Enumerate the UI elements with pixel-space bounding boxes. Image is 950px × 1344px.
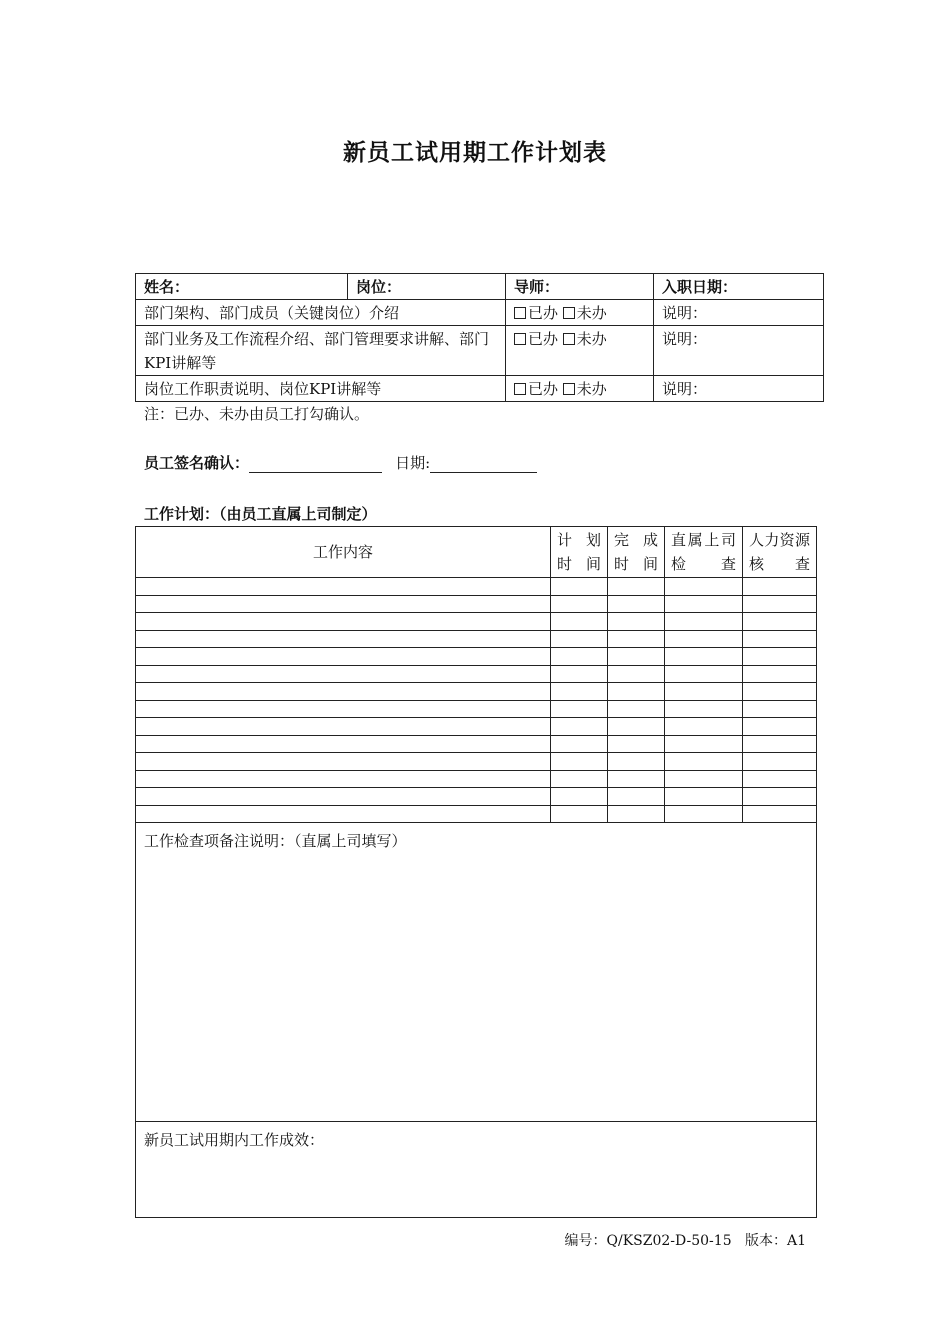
- plan-cell[interactable]: [665, 735, 743, 753]
- table-row: [136, 665, 817, 683]
- plan-cell[interactable]: [551, 753, 608, 771]
- plan-cell[interactable]: [551, 630, 608, 648]
- plan-cell[interactable]: [551, 683, 608, 701]
- plan-cell[interactable]: [136, 753, 551, 771]
- plan-cell[interactable]: [743, 700, 817, 718]
- confirmation-note: 注：已办、未办由员工打勾确认。: [144, 405, 370, 423]
- header-work-content: 工作内容: [136, 527, 551, 578]
- name-label: 姓名：: [136, 274, 348, 300]
- pending-checkbox[interactable]: [563, 383, 575, 395]
- table-row: [136, 735, 817, 753]
- plan-cell[interactable]: [665, 683, 743, 701]
- plan-cell[interactable]: [608, 595, 665, 613]
- work-plan-table: [135, 526, 817, 1218]
- plan-cell[interactable]: [136, 630, 551, 648]
- table-row: [136, 595, 817, 613]
- plan-cell[interactable]: [743, 630, 817, 648]
- header-hr-check: 人力资源核查: [743, 527, 817, 578]
- page-title: 新员工试用期工作计划表: [343, 140, 607, 166]
- table-row: [136, 630, 817, 648]
- plan-cell[interactable]: [743, 770, 817, 788]
- status-cell: [506, 326, 654, 376]
- table-row: [136, 805, 817, 823]
- plan-cell[interactable]: [608, 788, 665, 806]
- plan-cell[interactable]: [551, 735, 608, 753]
- plan-cell[interactable]: [665, 665, 743, 683]
- remarks-label: 工作检查项备注说明：（直属上司填写）: [144, 832, 407, 850]
- plan-cell[interactable]: [608, 753, 665, 771]
- mentor-label: 导师：: [506, 274, 654, 300]
- document-code: 编号：Q/KSZ02-D-50-15: [564, 1233, 732, 1249]
- plan-cell[interactable]: [551, 718, 608, 736]
- document-version: 版本：A1: [744, 1233, 806, 1249]
- plan-cell[interactable]: [665, 753, 743, 771]
- plan-cell[interactable]: [743, 753, 817, 771]
- plan-cell[interactable]: [608, 805, 665, 823]
- plan-cell[interactable]: [743, 595, 817, 613]
- signature-line[interactable]: [249, 456, 382, 473]
- plan-cell[interactable]: [136, 770, 551, 788]
- plan-cell[interactable]: [136, 665, 551, 683]
- table-row: [136, 718, 817, 736]
- plan-cell[interactable]: [665, 613, 743, 631]
- header-supervisor-check: 直属上司检查: [665, 527, 743, 578]
- plan-cell[interactable]: [136, 718, 551, 736]
- remark-label: 说明：: [654, 376, 824, 402]
- plan-cell[interactable]: [665, 578, 743, 596]
- plan-cell[interactable]: [743, 613, 817, 631]
- plan-cell[interactable]: [743, 735, 817, 753]
- hire-date-label: 入职日期：: [654, 274, 824, 300]
- plan-cell[interactable]: [551, 665, 608, 683]
- plan-cell[interactable]: [743, 683, 817, 701]
- table-row: [136, 788, 817, 806]
- plan-cell[interactable]: [743, 578, 817, 596]
- pending-checkbox[interactable]: [563, 333, 575, 345]
- plan-cell[interactable]: [551, 770, 608, 788]
- plan-cell[interactable]: [743, 648, 817, 666]
- plan-cell[interactable]: [665, 648, 743, 666]
- plan-cell[interactable]: [136, 700, 551, 718]
- plan-cell[interactable]: [608, 718, 665, 736]
- table-row: [136, 700, 817, 718]
- plan-cell[interactable]: [743, 718, 817, 736]
- plan-cell[interactable]: [608, 630, 665, 648]
- plan-cell[interactable]: [136, 648, 551, 666]
- plan-cell[interactable]: [551, 595, 608, 613]
- date-line[interactable]: [430, 456, 537, 473]
- plan-cell[interactable]: [136, 683, 551, 701]
- table-row: [136, 613, 817, 631]
- plan-cell[interactable]: [551, 700, 608, 718]
- date-label: 日期:: [395, 454, 431, 472]
- table-row: [136, 683, 817, 701]
- remark-label: 说明：: [654, 326, 824, 376]
- plan-cell[interactable]: [551, 648, 608, 666]
- plan-cell[interactable]: [136, 613, 551, 631]
- plan-cell[interactable]: [665, 805, 743, 823]
- pending-label: 未办: [576, 380, 607, 398]
- plan-cell[interactable]: [608, 735, 665, 753]
- item-text: 部门业务及工作流程介绍、部门管理要求讲解、部门KPI讲解等: [136, 326, 506, 376]
- plan-cell[interactable]: [665, 770, 743, 788]
- onboarding-info-table: [135, 273, 824, 402]
- done-label: 已办: [528, 304, 559, 322]
- plan-cell[interactable]: [743, 788, 817, 806]
- table-row: [136, 770, 817, 788]
- remarks-cell[interactable]: [136, 823, 817, 1122]
- header-completion-time: 完成时间: [608, 527, 665, 578]
- plan-cell[interactable]: [665, 630, 743, 648]
- position-label: 岗位：: [348, 274, 506, 300]
- done-label: 已办: [528, 330, 559, 348]
- done-label: 已办: [528, 380, 559, 398]
- done-checkbox[interactable]: [514, 333, 526, 345]
- table-row: [136, 578, 817, 596]
- plan-cell[interactable]: [665, 595, 743, 613]
- plan-cell[interactable]: [608, 770, 665, 788]
- work-plan-heading: 工作计划：（由员工直属上司制定）: [144, 505, 377, 523]
- plan-cell[interactable]: [608, 665, 665, 683]
- plan-cell[interactable]: [551, 578, 608, 596]
- remark-label: 说明：: [654, 300, 824, 326]
- plan-cell[interactable]: [136, 805, 551, 823]
- signature-row: [144, 452, 537, 473]
- plan-cell[interactable]: [551, 613, 608, 631]
- plan-cell[interactable]: [608, 648, 665, 666]
- plan-cell[interactable]: [665, 700, 743, 718]
- plan-cell[interactable]: [608, 613, 665, 631]
- plan-cell[interactable]: [608, 683, 665, 701]
- document-footer: [565, 1230, 806, 1250]
- done-checkbox[interactable]: [514, 307, 526, 319]
- plan-cell[interactable]: [608, 700, 665, 718]
- done-checkbox[interactable]: [514, 383, 526, 395]
- plan-cell[interactable]: [608, 578, 665, 596]
- plan-cell[interactable]: [551, 788, 608, 806]
- pending-label: 未办: [576, 304, 607, 322]
- status-cell: [506, 300, 654, 326]
- status-cell: [506, 376, 654, 402]
- header-planned-time: 计划时间: [551, 527, 608, 578]
- signature-label: 员工签名确认：: [144, 454, 250, 472]
- plan-cell[interactable]: [136, 578, 551, 596]
- pending-label: 未办: [576, 330, 607, 348]
- plan-cell[interactable]: [551, 805, 608, 823]
- table-row: [136, 753, 817, 771]
- plan-cell[interactable]: [136, 735, 551, 753]
- table-row: [136, 648, 817, 666]
- plan-cell[interactable]: [743, 805, 817, 823]
- plan-cell[interactable]: [136, 788, 551, 806]
- pending-checkbox[interactable]: [563, 307, 575, 319]
- results-cell[interactable]: [136, 1122, 817, 1218]
- plan-cell[interactable]: [743, 665, 817, 683]
- item-text: 部门架构、部门成员（关键岗位）介绍: [136, 300, 506, 326]
- plan-cell[interactable]: [665, 788, 743, 806]
- results-label: 新员工试用期内工作成效：: [144, 1131, 325, 1149]
- item-text: 岗位工作职责说明、岗位KPI讲解等: [136, 376, 506, 402]
- plan-cell[interactable]: [665, 718, 743, 736]
- plan-cell[interactable]: [136, 595, 551, 613]
